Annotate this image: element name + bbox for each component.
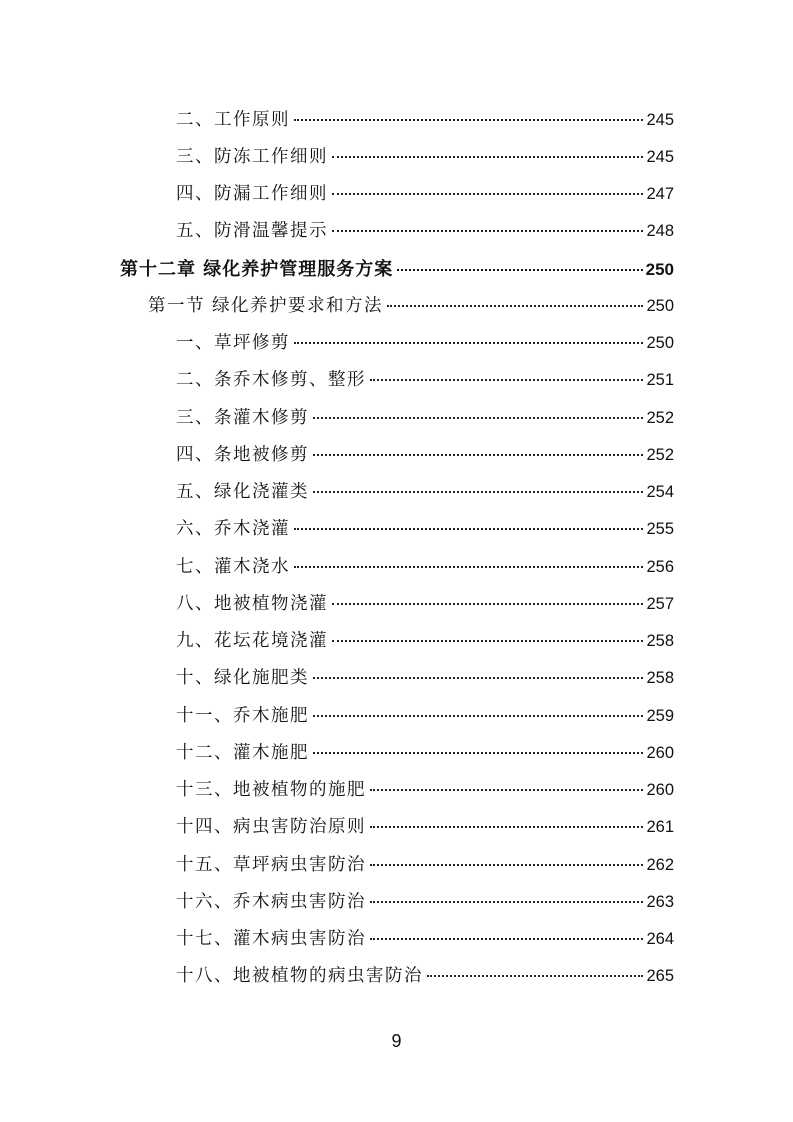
toc-entry-label: 十、绿化施肥类 — [176, 668, 309, 688]
toc-entry-label: 十四、病虫害防治原则 — [176, 817, 366, 837]
toc-entry-page: 259 — [646, 707, 674, 725]
toc-entry-page: 250 — [646, 334, 674, 352]
toc-entry[interactable] — [176, 739, 674, 767]
dot-leader — [313, 715, 643, 717]
toc-entry[interactable] — [176, 515, 674, 543]
toc-entry-page: 257 — [646, 595, 674, 613]
toc-entry-label: 七、灌木浇水 — [176, 557, 290, 577]
dot-leader — [370, 864, 643, 866]
toc-entry-page: 263 — [646, 893, 674, 911]
toc-entry[interactable] — [176, 404, 674, 432]
toc-entry-label: 第十二章 绿化养护管理服务方案 — [120, 259, 394, 280]
toc-entry[interactable] — [176, 478, 674, 506]
toc-entry[interactable] — [176, 813, 674, 841]
toc-entry[interactable] — [176, 925, 674, 953]
toc-entry-label: 十八、地被植物的病虫害防治 — [176, 966, 423, 986]
dot-leader — [313, 677, 643, 679]
toc-entry-label: 三、条灌木修剪 — [176, 408, 309, 428]
dot-leader — [387, 305, 643, 307]
toc-chapter-entry[interactable] — [120, 255, 674, 283]
toc-entry-label: 十二、灌木施肥 — [176, 743, 309, 763]
toc-entry-page: 256 — [646, 558, 674, 576]
toc-entry[interactable] — [176, 217, 674, 245]
toc-entry[interactable] — [176, 888, 674, 916]
toc-entry-page: 247 — [646, 185, 674, 203]
dot-leader — [370, 901, 643, 903]
toc-entry-page: 262 — [646, 856, 674, 874]
toc-entry[interactable] — [176, 776, 674, 804]
toc-entry-label: 十三、地被植物的施肥 — [176, 780, 366, 800]
toc-entry-page: 258 — [646, 632, 674, 650]
dot-leader — [313, 454, 643, 456]
dot-leader — [294, 342, 643, 344]
toc-entry[interactable] — [176, 962, 674, 990]
toc-entry-page: 250 — [646, 297, 674, 315]
dot-leader — [313, 491, 643, 493]
toc-entry[interactable] — [176, 180, 674, 208]
dot-leader — [397, 269, 642, 271]
toc-entry-page: 245 — [646, 148, 674, 166]
toc-entry-label: 五、防滑温馨提示 — [176, 221, 328, 241]
dot-leader — [427, 975, 643, 977]
dot-leader — [332, 640, 643, 642]
toc-entry-label: 二、工作原则 — [176, 110, 290, 130]
dot-leader — [332, 603, 643, 605]
toc-entry[interactable] — [176, 441, 674, 469]
toc-entry[interactable] — [176, 851, 674, 879]
toc-entry-page: 260 — [646, 744, 674, 762]
toc-entry-label: 第一节 绿化养护要求和方法 — [148, 296, 384, 316]
dot-leader — [370, 826, 643, 828]
toc-entry-page: 265 — [646, 967, 674, 985]
toc-entry[interactable] — [176, 553, 674, 581]
page-number: 9 — [391, 1031, 402, 1051]
dot-leader — [332, 193, 643, 195]
toc-entry[interactable] — [176, 627, 674, 655]
toc-entry-page: 252 — [646, 409, 674, 427]
toc-entry[interactable] — [176, 329, 674, 357]
dot-leader — [370, 938, 643, 940]
toc-entry-label: 十七、灌木病虫害防治 — [176, 929, 366, 949]
toc-entry-label: 五、绿化浇灌类 — [176, 482, 309, 502]
toc-entry-page: 248 — [646, 222, 674, 240]
toc-entry[interactable] — [176, 664, 674, 692]
toc-entry-page: 251 — [646, 371, 674, 389]
toc-entry-label: 二、条乔木修剪、整形 — [176, 370, 366, 390]
toc-entry-label: 十五、草坪病虫害防治 — [176, 855, 366, 875]
dot-leader — [332, 230, 643, 232]
toc-entry[interactable] — [176, 106, 674, 134]
toc-entry-label: 一、草坪修剪 — [176, 333, 290, 353]
toc-entry-label: 八、地被植物浇灌 — [176, 594, 328, 614]
dot-leader — [313, 417, 643, 419]
dot-leader — [370, 379, 643, 381]
toc-entry-label: 四、防漏工作细则 — [176, 184, 328, 204]
toc-entry-label: 四、条地被修剪 — [176, 445, 309, 465]
toc-entry-page: 252 — [646, 446, 674, 464]
toc-entry-page: 245 — [646, 111, 674, 129]
toc-entry[interactable] — [176, 143, 674, 171]
toc-entry-page: 250 — [645, 260, 674, 279]
toc-entry-label: 三、防冻工作细则 — [176, 147, 328, 167]
toc-entry-label: 十六、乔木病虫害防治 — [176, 892, 366, 912]
toc-entry-label: 六、乔木浇灌 — [176, 519, 290, 539]
toc-entry-page: 261 — [646, 818, 674, 836]
toc-entry-page: 255 — [646, 520, 674, 538]
toc-entry-page: 260 — [646, 781, 674, 799]
toc-entry[interactable] — [176, 702, 674, 730]
dot-leader — [313, 752, 643, 754]
toc-entry-label: 十一、乔木施肥 — [176, 706, 309, 726]
toc-entry-label: 九、花坛花境浇灌 — [176, 631, 328, 651]
toc-entry-page: 258 — [646, 669, 674, 687]
toc-entry[interactable] — [176, 590, 674, 618]
dot-leader — [332, 156, 643, 158]
toc-entry-page: 264 — [646, 930, 674, 948]
dot-leader — [294, 566, 643, 568]
toc-entry-page: 254 — [646, 483, 674, 501]
dot-leader — [370, 789, 643, 791]
dot-leader — [294, 528, 643, 530]
toc-section-entry[interactable] — [148, 292, 674, 320]
dot-leader — [294, 119, 643, 121]
toc-entry[interactable] — [176, 366, 674, 394]
